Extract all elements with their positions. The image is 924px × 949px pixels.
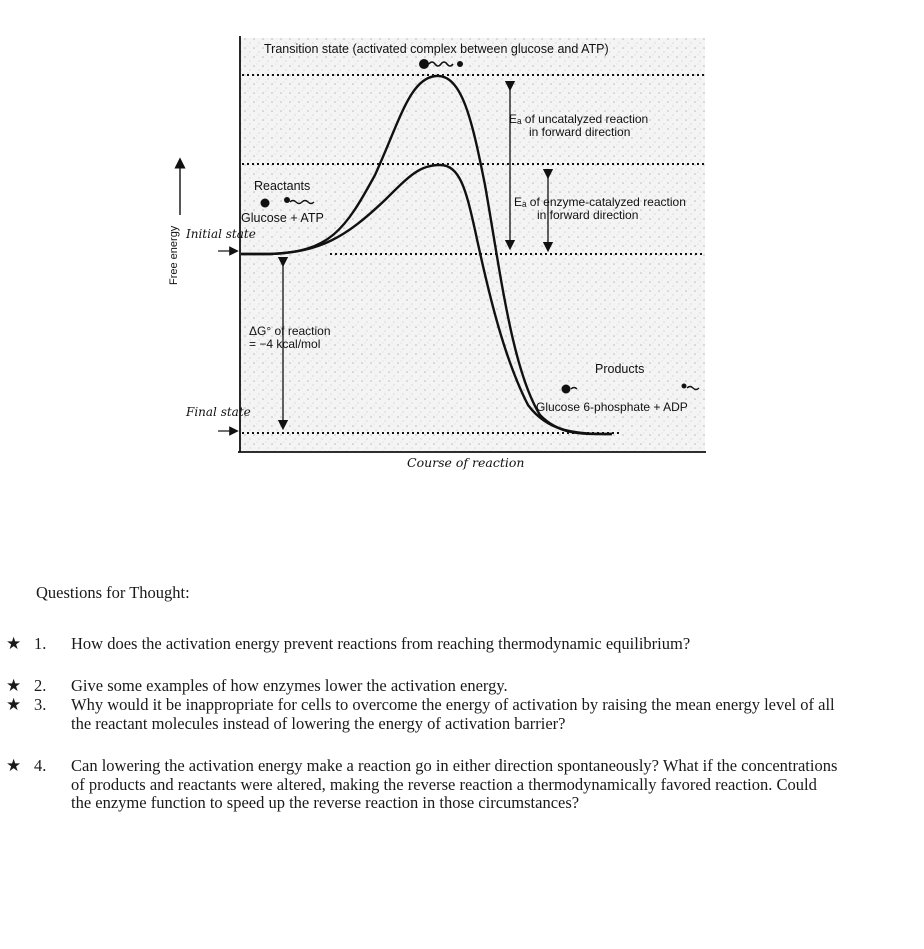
initial-state-label: Initial state <box>186 227 256 241</box>
products-label: Products <box>595 362 645 376</box>
question-text: Give some examples of how enzymes lower the activation energy. <box>71 676 508 695</box>
ea-uncatalyzed-label: Eₐ of uncatalyzed reaction <box>509 112 649 126</box>
ea-uncatalyzed-sublabel: in forward direction <box>529 125 631 139</box>
transition-state-label: Transition state (activated complex between glucose and ATP) <box>264 42 609 56</box>
question-text: Why would it be inappropriate for cells to overcome the energy of activation by raising the mean energy level of all the reactant molecules instead of lowering the energy of activation barrier? <box>71 695 835 733</box>
ea-catalyzed-sublabel: in forward direction <box>537 208 639 222</box>
question-number: 1. <box>34 634 47 653</box>
plot-area <box>240 38 705 451</box>
x-axis-label: Course of reaction <box>407 455 525 470</box>
delta-g-value: = −4 kcal/mol <box>249 337 321 351</box>
y-axis-label: Free energy <box>168 225 180 285</box>
question-text: Can lowering the activation energy make a reaction go in either direction spontaneously? What if the concentrations of products and reactants were altered, making the reverse reaction a thermodynamically favored reaction. Could the enzyme function to speed up the reverse reaction in those circumstances? <box>71 756 838 813</box>
question-text: How does the activation energy prevent reactions from reaching thermodynamic equilibrium? <box>71 634 691 653</box>
products-formula: Glucose 6-phosphate + ADP <box>536 400 688 414</box>
star-icon: ★ <box>6 695 22 714</box>
final-state-label: Final state <box>186 405 251 419</box>
reactants-formula: Glucose + ATP <box>241 211 324 225</box>
star-icon: ★ <box>6 756 22 775</box>
question-number: 2. <box>34 676 47 695</box>
star-icon: ★ <box>6 634 22 653</box>
ea-catalyzed-label: Eₐ of enzyme-catalyzed reaction <box>514 195 686 209</box>
delta-g-label: ΔG° of reaction <box>249 324 331 338</box>
star-icon: ★ <box>6 676 22 695</box>
questions-heading: Questions for Thought: <box>36 583 190 602</box>
question-number: 4. <box>34 756 47 775</box>
reactants-label: Reactants <box>254 179 311 193</box>
question-number: 3. <box>34 695 47 714</box>
